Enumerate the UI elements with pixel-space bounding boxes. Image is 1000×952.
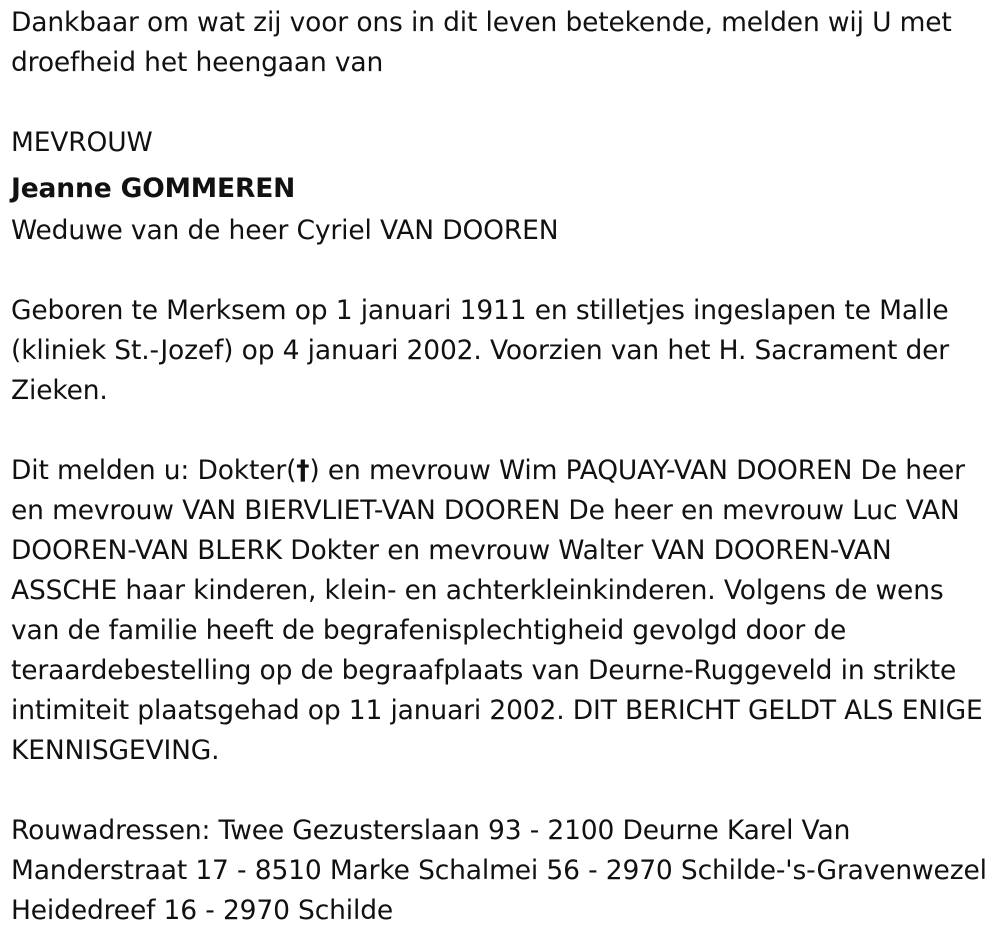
announcement-rest: ) en mevrouw Wim PAQUAY-VAN DOOREN De heer en mevrouw VAN BIERVLIET-VAN DOOREN De heer en mevrouw Luc VAN DOOREN-VAN BLERK Dokter en mevrouw Walter VAN DOOREN-VAN ASSCHE haar kinderen, klein- en achterkleinkinderen. Volgens de wens van de familie heeft de begrafenisplechtigheid gevolgd door de teraardebestelling op de begraafplaats van Deurne-Ruggeveld in strikte intimiteit plaatsgehad op 11 januari 2002. DIT BERICHT GELDT ALS ENIGE KENNISGEVING. [11, 455, 983, 766]
honorific-title: MEVROUW [11, 127, 153, 158]
birth-death-paragraph: Geboren te Merksem op 1 januari 1911 en stilletjes ingeslapen te Malle (kliniek St.-Jozef) op 4 januari 2002. Voorzien van het H. Sacrament der Zieken. [11, 295, 950, 406]
announcement-paragraph [11, 451, 990, 771]
cross-icon: † [296, 455, 310, 486]
spacer [11, 83, 990, 123]
addresses-paragraph: Rouwadressen: Twee Gezusterslaan 93 - 2100 Deurne Karel Van Manderstraat 17 - 8510 Marke Schalmei 56 - 2970 Schilde-'s-Gravenwezel Heidedreef 16 - 2970 Schilde [11, 815, 987, 926]
spouse-line: Weduwe van de heer Cyriel VAN DOOREN [11, 215, 559, 246]
spacer [11, 251, 990, 291]
announcement-prefix: Dit melden u: Dokter( [11, 455, 297, 486]
spacer [11, 771, 990, 811]
intro-paragraph: Dankbaar om wat zij voor ons in dit leven betekende, melden wij U met droefheid het heengaan van [11, 7, 952, 78]
spacer [11, 411, 990, 451]
deceased-name: Jeanne GOMMEREN [11, 173, 296, 204]
